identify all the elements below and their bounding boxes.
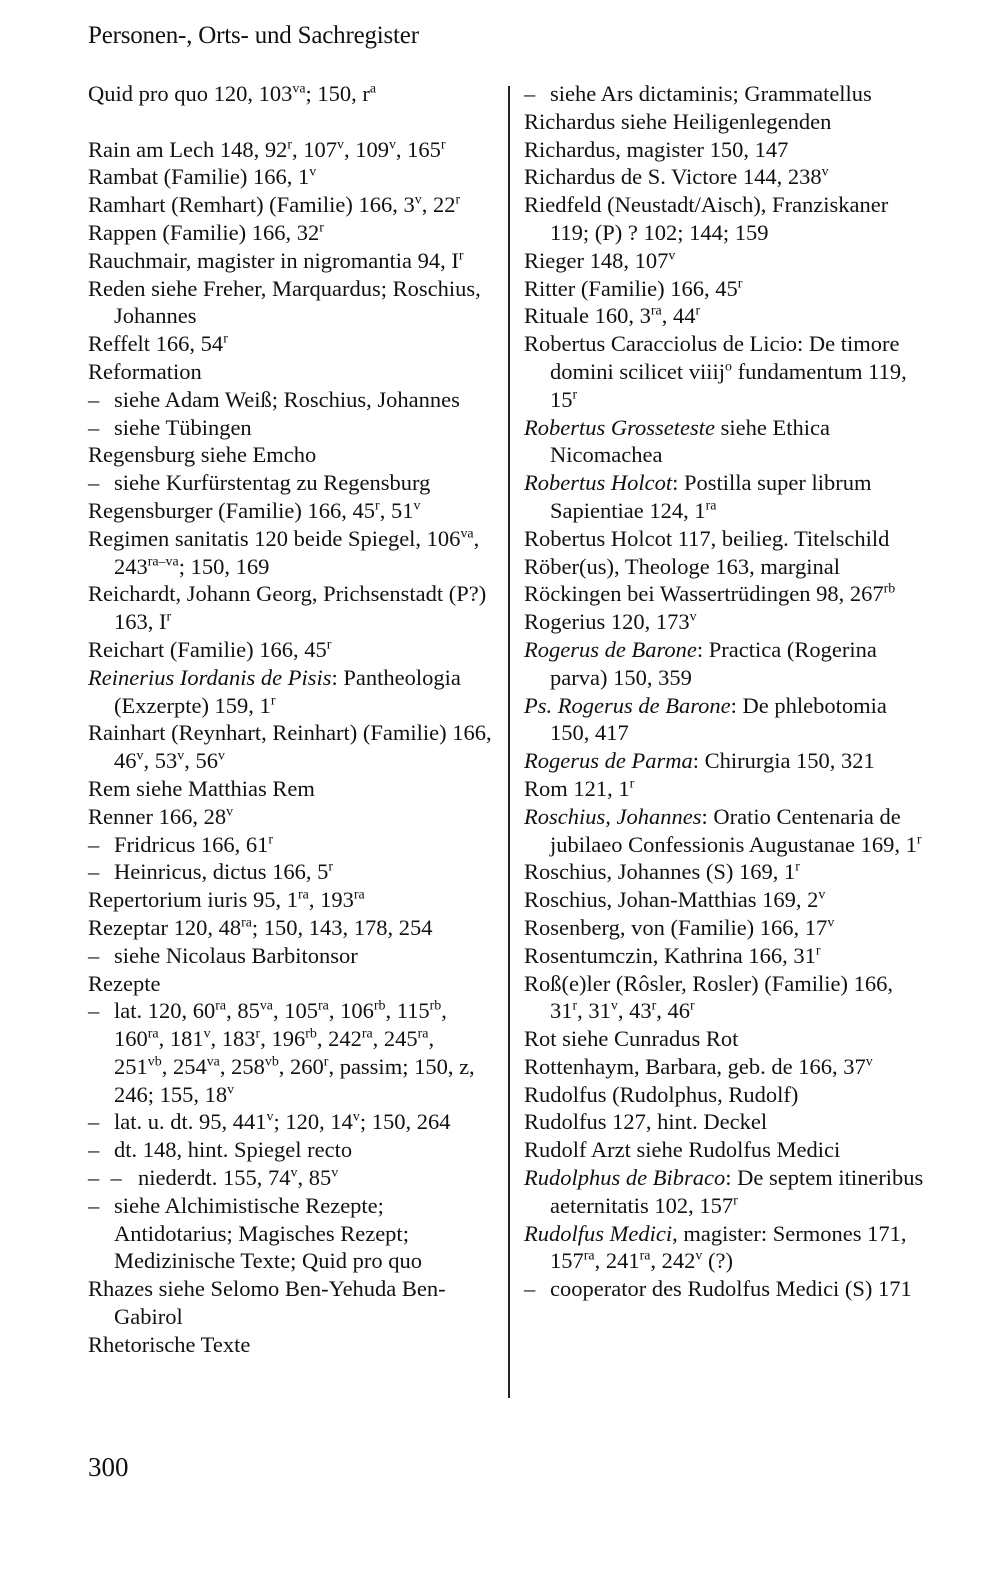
entry-text: : Postilla super librum Sapientiae 124, 1	[550, 470, 872, 523]
entry-text: Rambat (Familie) 166, 1	[88, 164, 310, 190]
sub-entry-dash: –	[88, 1192, 100, 1218]
index-entry	[88, 191, 492, 219]
entry-text: Reffelt 166, 54	[88, 331, 224, 357]
index-entry	[88, 664, 492, 720]
folio-superscript: rb	[429, 998, 442, 1014]
index-entry	[88, 970, 492, 998]
index-entry	[524, 302, 928, 330]
entry-text: Regimen sanitatis 120 beide Spiegel, 106	[88, 525, 461, 551]
index-entry	[88, 219, 492, 247]
folio-superscript: v	[352, 1109, 360, 1125]
entry-text: Röber(us), Theologe 163, marginal	[524, 553, 840, 579]
folio-superscript: v	[695, 1248, 703, 1264]
author-name-italic: Robertus Holcot	[524, 470, 673, 496]
entry-text: , 46	[656, 998, 691, 1024]
folio-superscript: ra	[650, 303, 662, 319]
entry-text: Rituale 160, 3	[524, 303, 651, 329]
index-entry	[524, 747, 928, 775]
index-entry	[524, 1081, 928, 1109]
entry-text: Ritter (Familie) 166, 45	[524, 275, 738, 301]
entry-text: dt. 148, hint. Spiegel recto	[114, 1137, 353, 1163]
entry-text: : De phlebotomia 150, 417	[550, 692, 887, 746]
entry-text: Ramhart (Remhart) (Familie) 166, 3	[88, 192, 415, 218]
index-entry	[88, 330, 492, 358]
index-entry	[524, 525, 928, 553]
entry-text: Roschius, Johannes (S) 169, 1	[524, 859, 796, 885]
folio-superscript: ra–va	[147, 554, 179, 570]
index-entry	[88, 914, 492, 942]
entry-text: ; 150, 169	[178, 553, 270, 579]
index-entry	[88, 441, 492, 469]
entry-text: (?)	[702, 1248, 733, 1274]
entry-text: Rot siehe Cunradus Rot	[524, 1026, 739, 1052]
entry-text: , 106	[328, 998, 374, 1024]
folio-superscript: va	[292, 81, 306, 97]
folio-superscript: v	[336, 137, 344, 153]
author-name-italic: Rudolfus Medici	[524, 1220, 673, 1246]
entry-text: Rem siehe Matthias Rem	[88, 775, 315, 801]
entry-text: , 160	[114, 998, 447, 1052]
folio-superscript: v	[821, 164, 829, 180]
entry-text: , 107	[291, 136, 337, 162]
entry-text: , 254	[161, 1053, 207, 1079]
index-entry	[524, 1220, 928, 1276]
folio-superscript: r	[375, 498, 380, 514]
entry-text: , 31	[577, 998, 611, 1024]
index-entry	[524, 163, 928, 191]
folio-superscript: r	[328, 859, 333, 875]
index-entry	[88, 1192, 492, 1275]
folio-superscript: r	[916, 832, 922, 848]
folio-superscript: r	[455, 192, 461, 208]
sub-entry-dash: –	[88, 942, 100, 968]
folio-superscript: ra	[297, 887, 309, 903]
folio-superscript: r	[651, 998, 657, 1014]
folio-superscript: v	[177, 748, 185, 764]
entry-text: , 43	[617, 998, 652, 1024]
entry-text: , 44	[661, 303, 696, 329]
index-entry	[88, 1136, 492, 1164]
entry-text: Rain am Lech 148, 92	[88, 136, 288, 162]
index-entry	[524, 1164, 928, 1220]
index-entry	[524, 942, 928, 970]
entry-text: Robertus Holcot 117, beilieg. Titelschild	[524, 525, 890, 551]
index-entry	[88, 858, 492, 886]
index-entry	[88, 358, 492, 386]
folio-superscript: v	[689, 609, 697, 625]
entry-text: Rhazes siehe Selomo Ben-Yehuda Ben-Gabirol	[88, 1276, 446, 1330]
entry-text: Rezepte	[88, 970, 161, 996]
folio-superscript: ra	[215, 998, 227, 1014]
folio-superscript: v	[136, 748, 144, 764]
entry-text: Rottenhaym, Barbara, geb. de 166, 37	[524, 1053, 866, 1079]
folio-superscript: r	[268, 832, 274, 848]
author-name-italic: Rogerus de Parma	[524, 748, 693, 774]
sub-entry-dash: –	[88, 414, 100, 440]
entry-text: , passim; 150, z, 246; 155, 18	[114, 1053, 475, 1107]
entry-text: Renner 166, 28	[88, 803, 227, 829]
folio-superscript: r	[690, 998, 695, 1014]
sub-entry-dash: –	[88, 386, 100, 412]
folio-superscript: ra	[147, 1026, 159, 1042]
index-entry	[524, 803, 928, 859]
index-entry	[524, 1136, 928, 1164]
index-entry	[524, 1053, 928, 1081]
entry-text: Rappen (Familie) 166, 32	[88, 219, 320, 245]
entry-text: Regensburger (Familie) 166, 45	[88, 497, 376, 523]
page-number: 300	[88, 1452, 129, 1482]
folio-superscript: vb	[264, 1054, 279, 1070]
folio-superscript: r	[223, 331, 228, 347]
index-entry	[524, 970, 928, 1026]
index-entry	[524, 914, 928, 942]
entry-text: Richardus de S. Victore 144, 238	[524, 164, 822, 190]
index-entry	[524, 247, 928, 275]
folio-superscript: v	[309, 164, 317, 180]
folio-superscript: rb	[305, 1026, 317, 1042]
index-entry	[524, 886, 928, 914]
entry-text: Rezeptar 120, 48	[88, 914, 242, 940]
index-entry	[88, 1108, 492, 1136]
index-entry	[88, 163, 492, 191]
folio-superscript: vb	[147, 1054, 162, 1070]
folio-superscript: r	[270, 693, 276, 709]
entry-text: Robertus Caracciolus de Licio: De timore domini scilicet viiij	[524, 331, 900, 384]
entry-text: Riedfeld (Neustadt/Aisch), Franziskaner 119; (P) ? 102; 144; 159	[524, 192, 889, 245]
sub-entry-dash: –	[524, 81, 536, 106]
entry-text: ; 150, 264	[359, 1109, 451, 1135]
index-column-right	[524, 80, 928, 1303]
index-entry	[88, 1275, 492, 1331]
folio-superscript: r	[629, 776, 635, 792]
folio-superscript: v	[865, 1054, 873, 1070]
entry-text: cooperator des Rudolfus Medici (S) 171	[550, 1276, 912, 1302]
index-entry	[524, 275, 928, 303]
sub-entry-dash: –	[88, 470, 100, 496]
index-entry	[524, 692, 928, 748]
entry-text: , 183	[210, 1026, 256, 1052]
folio-superscript: r	[572, 387, 578, 403]
folio-superscript: v	[413, 498, 421, 514]
entry-text: siehe Adam Weiß; Roschius, Johannes	[114, 386, 460, 412]
entry-text: , 85	[226, 998, 260, 1024]
entry-text: Reichart (Familie) 166, 45	[88, 636, 327, 662]
author-name-italic: Reinerius Iordanis de Pisis	[88, 664, 332, 690]
folio-superscript: r	[166, 609, 172, 625]
folio-superscript: v	[203, 1026, 211, 1042]
entry-text: , 22	[421, 192, 456, 218]
entry-text: siehe Tübingen	[114, 414, 252, 440]
entry-text: , 181	[158, 1026, 204, 1052]
entry-text: lat. 120, 60	[114, 998, 216, 1024]
entry-text: , 242	[650, 1248, 696, 1274]
entry-text: : Chirurgia 150, 321	[692, 748, 875, 774]
entry-text: Rosentumczin, Kathrina 166, 31	[524, 942, 816, 968]
entry-text: , 241	[594, 1248, 640, 1274]
index-entry	[88, 886, 492, 914]
entry-text: siehe Alchimistische Rezepte; Antidotarius; Magisches Rezept; Medizinische Texte; Quid pro quo	[114, 1192, 422, 1274]
sub-entry-dash: –	[524, 1276, 536, 1302]
entry-text: Roschius, Johan-Matthias 169, 2	[524, 887, 819, 913]
folio-superscript: va	[206, 1054, 220, 1070]
entry-text: Repertorium iuris 95, 1	[88, 887, 298, 913]
folio-superscript: v	[290, 1165, 298, 1181]
folio-superscript: v	[266, 1109, 274, 1125]
index-entry	[524, 414, 928, 470]
entry-text: Reden siehe Freher, Marquardus; Roschius, Johannes	[88, 275, 481, 329]
folio-superscript: r	[326, 637, 332, 653]
folio-superscript: v	[217, 748, 225, 764]
entry-text: Rogerius 120, 173	[524, 609, 690, 635]
index-entry	[524, 1275, 928, 1303]
index-entry	[88, 275, 492, 331]
entry-text: : De septem itineribus aeternitatis 102, 157	[550, 1165, 924, 1218]
entry-text: Rainhart (Reynhart, Reinhart) (Familie) 166, 46	[88, 720, 492, 774]
folio-superscript: v	[610, 998, 618, 1014]
folio-superscript: r	[733, 1193, 738, 1209]
folio-superscript: r	[287, 137, 292, 153]
entry-text: siehe Ethica Nicomachea	[550, 414, 830, 468]
entry-text: , 53	[143, 748, 178, 774]
folio-superscript: v	[227, 1082, 235, 1098]
index-entry	[524, 191, 928, 247]
sub-entry-dash: –	[88, 1109, 100, 1135]
folio-superscript: v	[818, 887, 826, 903]
entry-text: Röckingen bei Wassertrüdingen 98, 267	[524, 581, 884, 607]
entry-text: Reichardt, Johann Georg, Prichsenstadt (P?) 163, I	[88, 581, 487, 635]
folio-superscript: ra	[241, 915, 252, 931]
index-entry	[88, 247, 492, 275]
entry-text: Rhetorische Texte	[88, 1331, 251, 1357]
entry-text: Rauchmair, magister in nigromantia 94, I	[88, 247, 459, 273]
folio-superscript: ra	[639, 1248, 651, 1264]
entry-text: siehe Kurfürstentag zu Regensburg	[114, 470, 431, 496]
folio-superscript: r	[458, 248, 464, 264]
folio-superscript: v	[226, 804, 234, 820]
folio-superscript: ra	[705, 498, 717, 514]
entry-text: : Pantheologia (Exzerpte) 159, 1	[114, 664, 461, 718]
author-name-italic: Ps. Rogerus de Barone	[524, 692, 731, 718]
index-entry	[88, 136, 492, 164]
entry-text: Heinricus, dictus 166, 5	[114, 859, 329, 885]
folio-superscript: a	[369, 81, 377, 97]
folio-superscript: ra	[417, 1026, 429, 1042]
entry-text: ; 150, 143, 178, 254	[251, 914, 433, 940]
entry-text: lat. u. dt. 95, 441	[114, 1109, 267, 1135]
folio-superscript: r	[323, 1054, 329, 1070]
entry-text: Regensburg siehe Emcho	[88, 442, 317, 468]
index-entry	[88, 469, 492, 497]
folio-superscript: rb	[373, 998, 386, 1014]
entry-text: , 85	[297, 1165, 332, 1191]
index-entry	[88, 803, 492, 831]
folio-superscript: v	[827, 915, 835, 931]
index-entry	[88, 831, 492, 859]
entry-text: Reformation	[88, 358, 202, 384]
index-entry	[524, 608, 928, 636]
folio-superscript: ra	[361, 1026, 373, 1042]
entry-text: Rudolf Arzt siehe Rudolfus Medici	[524, 1137, 841, 1163]
entry-text: Rieger 148, 107	[524, 247, 669, 273]
folio-superscript: ra	[583, 1248, 595, 1264]
sub-entry-dash: – –	[88, 1165, 122, 1191]
entry-text: Fridricus 166, 61	[114, 831, 269, 857]
entry-text: Rudolfus 127, hint. Deckel	[524, 1109, 768, 1135]
entry-text: , 243	[114, 525, 480, 579]
entry-text: siehe Nicolaus Barbitonsor	[114, 942, 358, 968]
author-name-italic: Robertus Grosseteste	[524, 414, 716, 440]
folio-superscript: o	[724, 359, 732, 375]
sub-entry-dash: –	[88, 831, 100, 857]
folio-superscript: rb	[883, 581, 896, 597]
author-name-italic: Rudolphus de Bibraco	[524, 1165, 726, 1191]
folio-superscript: ra	[353, 887, 365, 903]
entry-text: Rom 121, 1	[524, 775, 630, 801]
folio-superscript: va	[259, 998, 273, 1014]
entry-text: , 115	[385, 998, 430, 1024]
author-name-italic: Rogerus de Barone	[524, 636, 697, 662]
entry-text: , 196	[260, 1026, 306, 1052]
index-entry	[524, 553, 928, 581]
folio-superscript: v	[331, 1165, 339, 1181]
folio-superscript: r	[319, 220, 324, 236]
entry-text: Quid pro quo 120, 103	[88, 81, 293, 106]
entry-text: , 109	[343, 136, 389, 162]
folio-superscript: v	[668, 248, 676, 264]
sub-entry-dash: –	[88, 998, 100, 1024]
entry-text: , 260	[278, 1053, 324, 1079]
sub-entry-dash: –	[88, 1137, 100, 1163]
folio-superscript: v	[414, 192, 422, 208]
index-entry	[524, 580, 928, 608]
folio-superscript: v	[388, 137, 396, 153]
entry-text: , 105	[272, 998, 318, 1024]
index-entry	[524, 775, 928, 803]
entry-text: siehe Ars dictaminis; Grammatellus	[550, 81, 872, 106]
index-entry	[524, 108, 928, 136]
index-entry	[88, 942, 492, 970]
entry-text: , 258	[219, 1053, 265, 1079]
folio-superscript: ra	[317, 998, 329, 1014]
index-entry	[524, 80, 928, 108]
index-entry	[524, 858, 928, 886]
entry-text: fundamentum 119, 15	[550, 358, 907, 412]
entry-text: Richardus, magister 150, 147	[524, 136, 789, 162]
entry-text: ; 120, 14	[273, 1109, 353, 1135]
entry-text: : Oratio Centenaria de jubilaeo Confessionis Augustanae 169, 1	[550, 803, 917, 857]
entry-text: Rudolfus (Rudolphus, Rudolf)	[524, 1081, 799, 1107]
author-name-italic: Roschius, Johannes	[524, 803, 702, 829]
index-entry	[88, 525, 492, 581]
entry-text: niederdt. 155, 74	[138, 1165, 291, 1191]
column-divider	[508, 86, 510, 1398]
index-entry	[88, 1164, 492, 1192]
folio-superscript: va	[460, 526, 474, 542]
folio-superscript: r	[695, 303, 701, 319]
index-entry	[88, 997, 492, 1108]
index-column-left	[88, 80, 492, 1359]
folio-superscript: r	[572, 998, 578, 1014]
index-entry	[524, 1025, 928, 1053]
folio-superscript: r	[815, 943, 821, 959]
entry-text: Richardus siehe Heiligenlegenden	[524, 108, 832, 134]
entry-text: , 245	[372, 1026, 418, 1052]
index-entry	[524, 136, 928, 164]
index-entry	[88, 414, 492, 442]
index-entry	[524, 469, 928, 525]
index-entry	[524, 636, 928, 692]
index-entry	[524, 1108, 928, 1136]
index-entry	[88, 80, 492, 108]
index-entry	[88, 497, 492, 525]
entry-text: ; 150, r	[305, 81, 370, 106]
entry-text: : Practica (Rogerina parva) 150, 359	[550, 636, 877, 690]
entry-text: , 165	[395, 136, 441, 162]
folio-superscript: r	[440, 137, 446, 153]
entry-text: , 193	[308, 887, 354, 913]
entry-text: , 251	[114, 1026, 435, 1079]
entry-text: Roß(e)ler (Rôsler, Rosler) (Familie) 166, 31	[524, 970, 894, 1024]
entry-text: , 56	[184, 748, 218, 774]
folio-superscript: r	[795, 859, 800, 875]
index-entry	[88, 719, 492, 775]
index-entry	[524, 330, 928, 413]
index-entry	[88, 1331, 492, 1359]
index-entry	[88, 775, 492, 803]
index-entry	[88, 386, 492, 414]
index-entry	[88, 580, 492, 636]
entry-text: , magister: Sermones 171, 157	[550, 1220, 907, 1274]
index-entry	[88, 636, 492, 664]
entry-text: , 51	[379, 497, 414, 523]
entry-text: , 242	[316, 1026, 362, 1052]
entry-text: Rosenberg, von (Familie) 166, 17	[524, 914, 828, 940]
sub-entry-dash: –	[88, 859, 100, 885]
folio-superscript: r	[255, 1026, 261, 1042]
folio-superscript: r	[737, 276, 743, 292]
running-header: Personen-, Orts- und Sachregister	[88, 22, 419, 49]
